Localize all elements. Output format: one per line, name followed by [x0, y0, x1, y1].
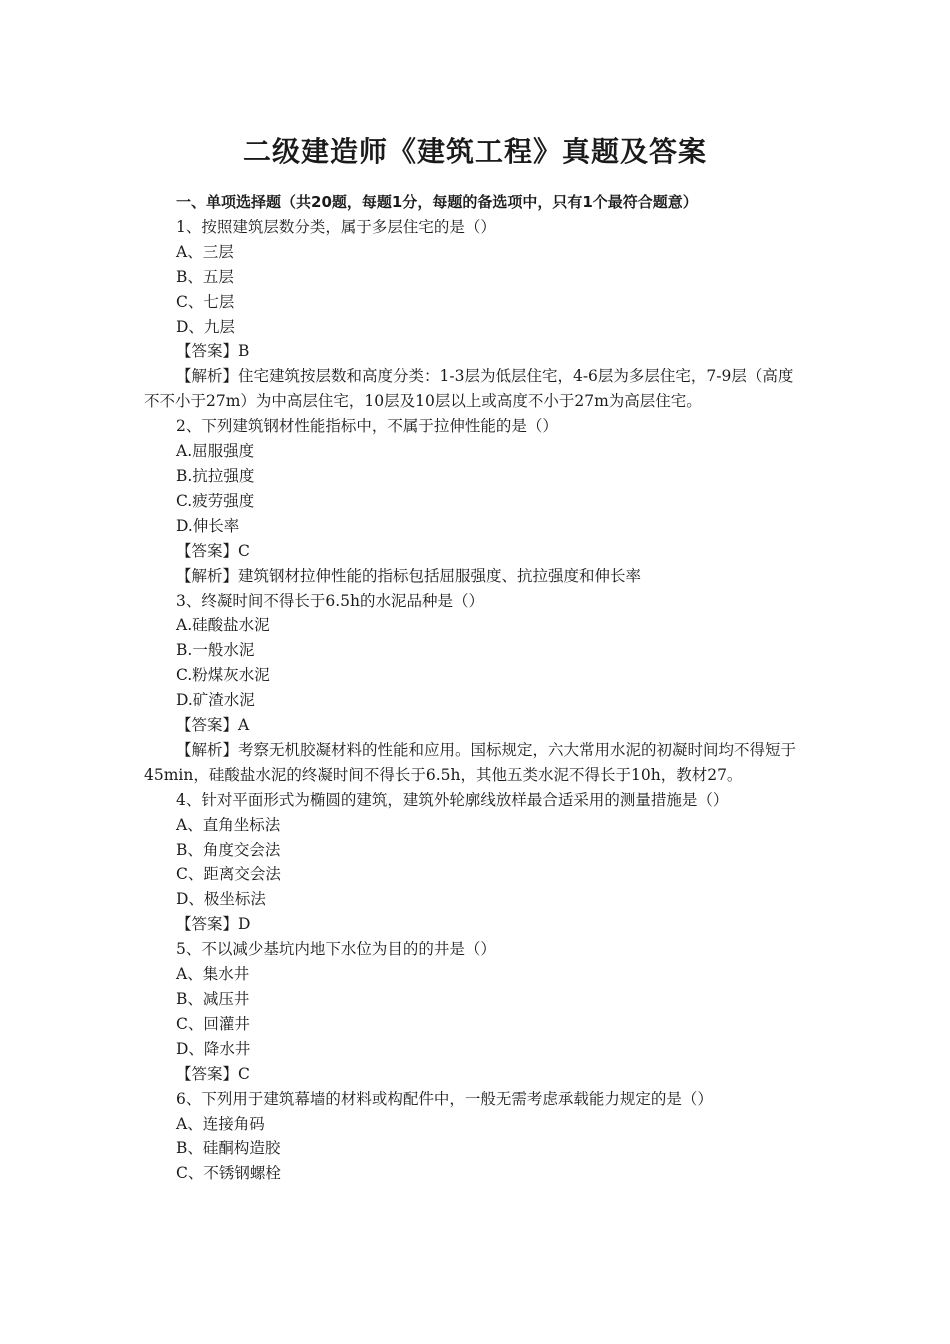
- q6-option-c: C、不锈钢螺栓: [176, 1164, 281, 1183]
- q4-option-c: C、距离交会法: [176, 865, 281, 884]
- question-6: 6、下列用于建筑幕墙的材料或构配件中，一般无需考虑承载能力规定的是（）: [176, 1089, 713, 1108]
- q3-answer: 【答案】A: [176, 716, 250, 735]
- q2-analysis: 【解析】建筑钢材拉伸性能的指标包括屈服强度、抗拉强度和伸长率: [176, 566, 642, 585]
- q5-option-d: D、降水井: [176, 1039, 251, 1058]
- q3-option-d: D.矿渣水泥: [176, 691, 255, 710]
- q2-option-c: C.疲劳强度: [176, 491, 255, 510]
- q5-option-c: C、回灌井: [176, 1014, 250, 1033]
- q4-option-b: B、角度交会法: [176, 840, 281, 859]
- q3-option-a: A.硅酸盐水泥: [176, 616, 270, 635]
- q1-analysis: 【解析】住宅建筑按层数和高度分类：1-3层为低层住宅，4-6层为多层住宅，7-9层（高度不不小于27m）为中高层住宅，10层及10层以上或高度不小于27m为高层住宅。: [144, 367, 794, 411]
- q3-option-b: B.一般水泥: [176, 641, 255, 660]
- q3-analysis: 【解析】考察无机胶凝材料的性能和应用。国标规定，六大常用水泥的初凝时间均不得短于45min，硅酸盐水泥的终凝时间不得长于6.5h，其他五类水泥不得长于10h，教材27。: [144, 740, 797, 784]
- q1-option-d: D、九层: [176, 317, 235, 336]
- question-4: 4、针对平面形式为椭圆的建筑，建筑外轮廓线放样最合适采用的测量措施是（）: [176, 790, 729, 809]
- q6-option-b: B、硅酮构造胶: [176, 1139, 281, 1158]
- question-1: 1、按照建筑层数分类，属于多层住宅的是（）: [176, 217, 496, 236]
- q4-option-d: D、极坐标法: [176, 890, 266, 909]
- q5-option-b: B、减压井: [176, 990, 250, 1008]
- question-2: 2、下列建筑钢材性能指标中，不属于拉伸性能的是（）: [176, 417, 558, 436]
- q6-option-a: A、连接角码: [176, 1114, 265, 1133]
- q2-answer: 【答案】C: [176, 541, 250, 560]
- q4-option-a: A、直角坐标法: [176, 815, 281, 834]
- q1-option-b: B、五层: [176, 267, 234, 286]
- q2-option-d: D.伸长率: [176, 516, 240, 535]
- question-3: 3、终凝时间不得长于6.5h的水泥品种是（）: [176, 591, 484, 610]
- q1-option-c: C、七层: [176, 292, 235, 311]
- q5-answer: 【答案】C: [176, 1064, 250, 1083]
- q2-option-b: B.抗拉强度: [176, 466, 255, 485]
- document-body: [144, 190, 806, 1186]
- q3-option-c: C.粉煤灰水泥: [176, 666, 270, 685]
- q1-option-a: A、三层: [176, 242, 234, 261]
- document-title: 二级建造师《建筑工程》真题及答案: [242, 135, 707, 168]
- q5-option-a: A、集水井: [176, 965, 250, 984]
- q1-answer: 【答案】B: [176, 342, 250, 361]
- q2-option-a: A.屈服强度: [176, 442, 255, 461]
- section-heading: 一、单项选择题（共20题，每题1分，每题的备选项中，只有1个最符合题意）: [176, 193, 698, 211]
- question-5: 5、不以减少基坑内地下水位为目的的井是（）: [176, 940, 496, 959]
- q4-answer: 【答案】D: [176, 915, 251, 934]
